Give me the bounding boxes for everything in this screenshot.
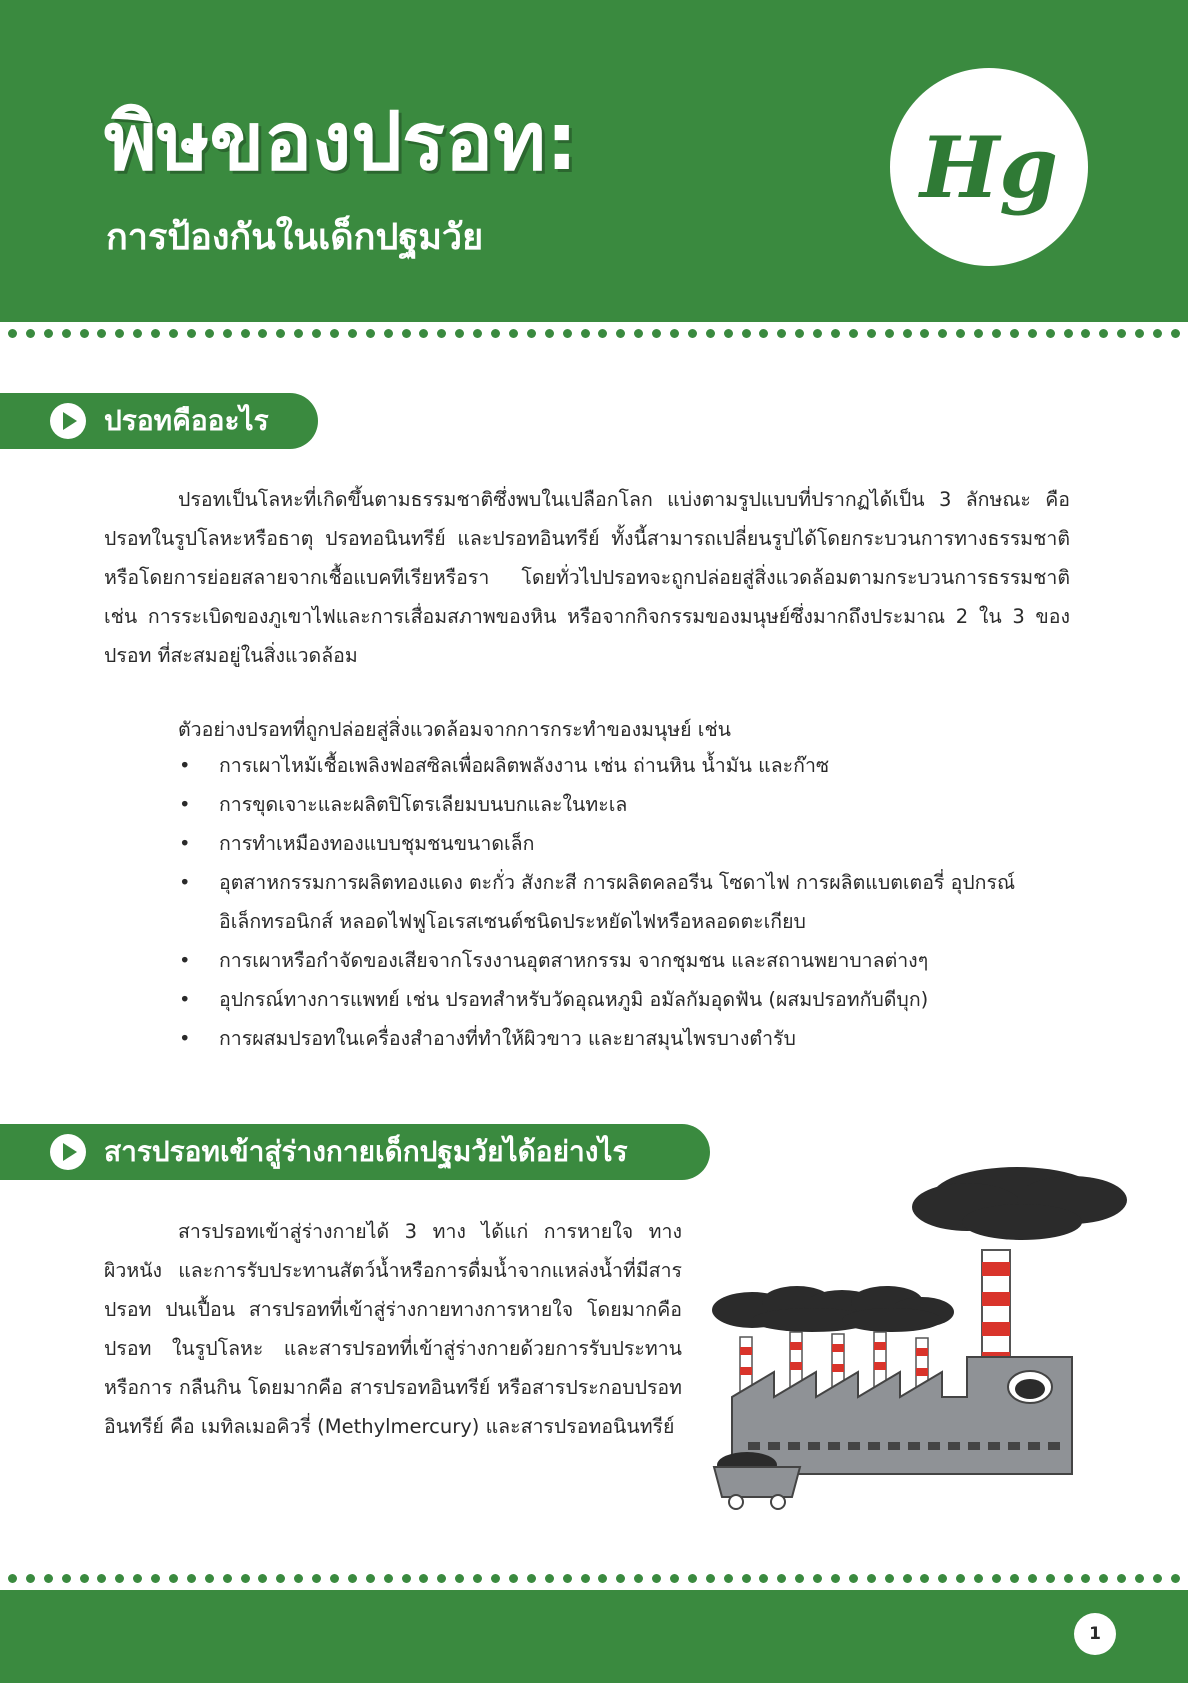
mercury-symbol-badge [890, 68, 1088, 266]
divider-dot [1117, 1574, 1126, 1583]
divider-dot [974, 1574, 983, 1583]
examples-list [175, 746, 1075, 1058]
divider-dot [223, 1574, 232, 1583]
divider-dot [348, 1574, 357, 1583]
divider-dot [956, 329, 965, 338]
section-heading: สารปรอทเข้าสู่ร่างกายเด็กปฐมวัยได้อย่างไร [104, 1135, 628, 1168]
divider-dot [920, 329, 929, 338]
divider-dot [44, 329, 53, 338]
list-item: • อุตสาหกรรมการผลิตทองแดง ตะกั่ว สังกะสี การผลิตคลอรีน โซดาไฟ การผลิตแบตเตอรี่ อุปกรณ์อิเล็กทรอนิกส์ หลอดไฟฟูโอเรสเซนต์ชนิดประหยัดไฟหรือหลอดตะเกียบ [175, 863, 1075, 941]
divider-dot [115, 329, 124, 338]
divider-dot [545, 329, 554, 338]
divider-dot [8, 329, 17, 338]
divider-dot [330, 329, 339, 338]
divider-dot [1064, 1574, 1073, 1583]
examples-intro: ตัวอย่างปรอทที่ถูกปล่อยสู่สิ่งแวดล้อมจากการกระทำของมนุษย์ เช่น [178, 718, 732, 741]
divider-dot [384, 1574, 393, 1583]
footer-banner [0, 1590, 1188, 1683]
divider-dot [402, 1574, 411, 1583]
factory-illustration [712, 1162, 1152, 1517]
divider-dot [1046, 1574, 1055, 1583]
page-title: พิษของปรอท: [104, 95, 578, 188]
divider-dot [169, 1574, 178, 1583]
divider-dot [97, 1574, 106, 1583]
factory-building-icon [732, 1357, 1072, 1474]
divider-dot [598, 1574, 607, 1583]
divider-dot [903, 329, 912, 338]
divider-dot [509, 329, 518, 338]
divider-dot [742, 329, 751, 338]
page-number: 1 [1074, 1613, 1116, 1655]
divider-dot [849, 1574, 858, 1583]
divider-dot [813, 329, 822, 338]
divider-dot [366, 329, 375, 338]
divider-dot [62, 329, 71, 338]
divider-dot [634, 329, 643, 338]
divider-dot [652, 329, 661, 338]
divider-dot [205, 329, 214, 338]
divider-dot [1099, 329, 1108, 338]
divider-dot [473, 1574, 482, 1583]
divider-dot [437, 1574, 446, 1583]
divider-dot [348, 329, 357, 338]
section1-paragraph: ปรอทเป็นโลหะที่เกิดขึ้นตามธรรมชาติซึ่งพบในเปลือกโลก แบ่งตามรูปแบบที่ปรากฏได้เป็น 3 ลักษณะ คือ ปรอทในรูปโลหะหรือธาตุ ปรอทอนินทรีย์ และปรอทอินทรีย์ ทั้งนี้สามารถเปลี่ยนรูปได้โดยกระบวนการทางธรรมชาติ หรือโดยการย่อยสลายจากเชื้อแบคทีเรียหรือรา โดยทั่วไปปรอทจะถูกปล่อยสู่สิ่งแวดล้อมตามกระบวนการธรรมชาติ เช่น การระเบิดของภูเขาไฟและการเสื่อมสภาพของหิน หรือจากกิจกรรมของมนุษย์ซึ่งมากถึงประมาณ 2 ใน 3 ของปรอท ที่สะสมอยู่ในสิ่งแวดล้อม [104, 488, 1070, 667]
list-item: • การเผาไหม้เชื้อเพลิงฟอสซิลเพื่อผลิตพลังงาน เช่น ถ่านหิน น้ำมัน และก๊าซ [175, 746, 1075, 785]
divider-dot [1046, 329, 1055, 338]
list-item: • อุปกรณ์ทางการแพทย์ เช่น ปรอทสำหรับวัดอุณหภูมิ อมัลกัมอุดฟัน (ผสมปรอทกับดีบุก) [175, 980, 1075, 1019]
divider-dot [831, 329, 840, 338]
divider-dot [1064, 329, 1073, 338]
divider-dot [258, 329, 267, 338]
divider-dot [920, 1574, 929, 1583]
divider-dot [491, 329, 500, 338]
divider-dot [1135, 1574, 1144, 1583]
divider-dot [223, 329, 232, 338]
divider-dot [831, 1574, 840, 1583]
divider-dot [97, 329, 106, 338]
divider-dot [563, 1574, 572, 1583]
divider-dot [276, 329, 285, 338]
divider-dot [205, 1574, 214, 1583]
divider-dot [26, 329, 35, 338]
divider-dot [903, 1574, 912, 1583]
divider-dot [294, 1574, 303, 1583]
divider-dot [1028, 1574, 1037, 1583]
section2-paragraph: สารปรอทเข้าสู่ร่างกายได้ 3 ทาง ได้แก่ การหายใจ ทางผิวหนัง และการรับประทานสัตว์น้ำหรือการดื่มน้ำจากแหล่งน้ำที่มีสารปรอท ปนเปื้อน สารปรอทที่เข้าสู่ร่างกายทางการหายใจ โดยมากคือ ปรอท ในรูปโลหะ และสารปรอทที่เข้าสู่ร่างกายด้วยการรับประทานหรือการ กลืนกิน โดยมากคือ สารปรอทอินทรีย์ หรือสารประกอบปรอทอินทรีย์ คือ เมทิลเมอคิวรี่ (Methylmercury) และสารปรอทอนินทรีย์ [104, 1220, 682, 1438]
divider-dot [867, 329, 876, 338]
small-smoke-clouds-icon [712, 1286, 954, 1332]
divider-dot [419, 1574, 428, 1583]
list-item: • การผสมปรอทในเครื่องสำอางที่ทำให้ผิวขาว และยาสมุนไพรบางตำรับ [175, 1019, 1075, 1058]
smoke-cloud-icon [912, 1167, 1127, 1240]
divider-dot [795, 329, 804, 338]
divider-dot [133, 1574, 142, 1583]
list-item: • การขุดเจาะและผลิตปิโตรเลียมบนบกและในทะเล [175, 785, 1075, 824]
divider-dot [1153, 1574, 1162, 1583]
divider-dot [581, 1574, 590, 1583]
divider-dot [1171, 329, 1180, 338]
divider-dot [688, 1574, 697, 1583]
divider-dot [885, 329, 894, 338]
divider-dot [1010, 1574, 1019, 1583]
divider-dot [742, 1574, 751, 1583]
divider-dot [491, 1574, 500, 1583]
divider-dot [312, 1574, 321, 1583]
divider-dot [938, 1574, 947, 1583]
divider-dot [455, 1574, 464, 1583]
divider-dot [545, 1574, 554, 1583]
divider-dot [8, 1574, 17, 1583]
divider-dot [992, 1574, 1001, 1583]
divider-dot [956, 1574, 965, 1583]
divider-dot [652, 1574, 661, 1583]
divider-dot [366, 1574, 375, 1583]
list-item: • การทำเหมืองทองแบบชุมชนขนาดเล็ก [175, 824, 1075, 863]
divider-dot [581, 329, 590, 338]
divider-dot [598, 329, 607, 338]
divider-dot [706, 1574, 715, 1583]
divider-dot [151, 329, 160, 338]
header-banner [0, 0, 1188, 322]
divider-dot [777, 1574, 786, 1583]
divider-dot [402, 329, 411, 338]
divider-dot [616, 1574, 625, 1583]
divider-dot [1099, 1574, 1108, 1583]
divider-dot [1153, 329, 1162, 338]
divider-dot [241, 1574, 250, 1583]
divider-dot [187, 1574, 196, 1583]
divider-dot [437, 329, 446, 338]
divider-dot [616, 329, 625, 338]
divider-dot [169, 329, 178, 338]
divider-dot [473, 329, 482, 338]
list-item: • การเผาหรือกำจัดของเสียจากโรงงานอุตสาหกรรม จากชุมชน และสถานพยาบาลต่างๆ [175, 941, 1075, 980]
divider-dot [1135, 329, 1144, 338]
divider-dot [80, 329, 89, 338]
divider-dot [26, 1574, 35, 1583]
divider-dot [670, 1574, 679, 1583]
divider-dot [330, 1574, 339, 1583]
divider-dot [706, 329, 715, 338]
section-header-what-is-mercury [0, 393, 318, 449]
divider-dot [759, 329, 768, 338]
divider-dot [276, 1574, 285, 1583]
divider-dot [1171, 1574, 1180, 1583]
divider-dot [724, 1574, 733, 1583]
divider-dot [527, 1574, 536, 1583]
divider-dot [187, 329, 196, 338]
dotted-divider-top [0, 327, 1188, 341]
divider-dot [384, 329, 393, 338]
divider-dot [455, 329, 464, 338]
divider-dot [509, 1574, 518, 1583]
divider-dot [80, 1574, 89, 1583]
divider-dot [634, 1574, 643, 1583]
divider-dot [1117, 329, 1126, 338]
divider-dot [151, 1574, 160, 1583]
divider-dot [419, 329, 428, 338]
dotted-divider-bottom [0, 1572, 1188, 1586]
divider-dot [294, 329, 303, 338]
divider-dot [1028, 329, 1037, 338]
divider-dot [44, 1574, 53, 1583]
play-icon [50, 1134, 86, 1170]
divider-dot [724, 329, 733, 338]
divider-dot [115, 1574, 124, 1583]
divider-dot [241, 329, 250, 338]
divider-dot [133, 329, 142, 338]
page-subtitle: การป้องกันในเด็กปฐมวัย [106, 217, 484, 258]
divider-dot [670, 329, 679, 338]
divider-dot [885, 1574, 894, 1583]
section-heading: ปรอทคืออะไร [104, 404, 269, 437]
divider-dot [849, 329, 858, 338]
divider-dot [1010, 329, 1019, 338]
mercury-symbol: Hg [919, 117, 1059, 217]
divider-dot [938, 329, 947, 338]
divider-dot [688, 329, 697, 338]
play-icon [50, 403, 86, 439]
divider-dot [1081, 1574, 1090, 1583]
divider-dot [795, 1574, 804, 1583]
divider-dot [813, 1574, 822, 1583]
section-header-how-mercury-enters-body [0, 1124, 710, 1180]
divider-dot [974, 329, 983, 338]
divider-dot [777, 329, 786, 338]
divider-dot [563, 329, 572, 338]
divider-dot [258, 1574, 267, 1583]
divider-dot [1081, 329, 1090, 338]
divider-dot [867, 1574, 876, 1583]
divider-dot [992, 329, 1001, 338]
divider-dot [759, 1574, 768, 1583]
divider-dot [527, 329, 536, 338]
divider-dot [62, 1574, 71, 1583]
divider-dot [312, 329, 321, 338]
